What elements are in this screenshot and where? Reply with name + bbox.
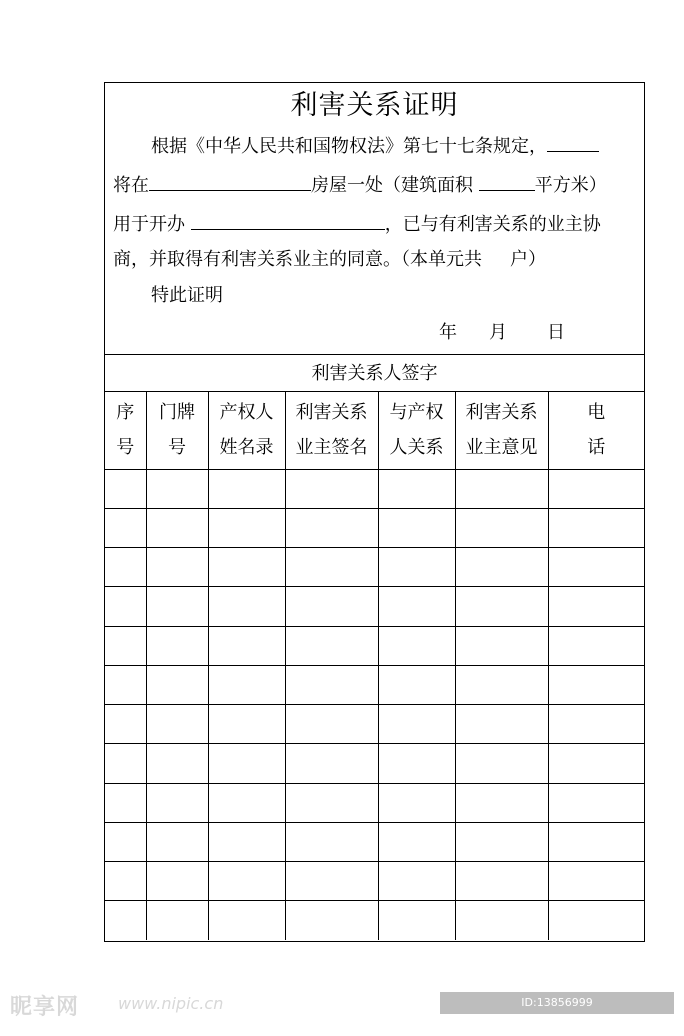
statement-closing: 特此证明	[151, 285, 223, 306]
column-header-relationship: 与产权 人关系	[378, 392, 455, 469]
column-header-serial: 序 号	[105, 392, 146, 469]
column-header-owner-name: 产权人 姓名录	[208, 392, 285, 469]
table-cell[interactable]	[378, 901, 455, 940]
table-cell[interactable]	[146, 783, 208, 822]
table-cell[interactable]	[378, 705, 455, 744]
table-cell[interactable]	[105, 508, 146, 547]
table-row	[105, 626, 644, 665]
table-cell[interactable]	[455, 862, 548, 901]
table-cell[interactable]	[548, 744, 644, 783]
table-cell[interactable]	[285, 626, 378, 665]
date-line	[439, 321, 565, 345]
table-cell[interactable]	[548, 665, 644, 704]
statement-line-2	[113, 172, 607, 198]
date-year-label: 年	[439, 322, 457, 343]
table-cell[interactable]	[208, 705, 285, 744]
table-cell[interactable]	[285, 665, 378, 704]
table-cell[interactable]	[378, 508, 455, 547]
table-cell[interactable]	[378, 587, 455, 626]
table-cell[interactable]	[208, 901, 285, 940]
statement-business-label: 用于开办	[113, 214, 191, 235]
table-cell[interactable]	[105, 469, 146, 508]
table-cell[interactable]	[378, 665, 455, 704]
table-cell[interactable]	[455, 548, 548, 587]
statement-unit-label: 平方米）	[534, 175, 607, 196]
table-cell[interactable]	[455, 822, 548, 861]
table-cell[interactable]	[146, 901, 208, 940]
blank-area[interactable]	[479, 172, 535, 191]
table-cell[interactable]	[105, 626, 146, 665]
table-cell[interactable]	[285, 783, 378, 822]
table-cell[interactable]	[378, 783, 455, 822]
table-row	[105, 705, 644, 744]
table-cell[interactable]	[208, 508, 285, 547]
statement-line-4	[113, 248, 546, 272]
date-month-label: 月	[489, 322, 507, 343]
table-cell[interactable]	[455, 508, 548, 547]
date-day-label: 日	[547, 322, 565, 343]
table-cell[interactable]	[455, 469, 548, 508]
table-cell[interactable]	[285, 744, 378, 783]
table-cell[interactable]	[208, 469, 285, 508]
column-header-signature: 利害关系 业主签名	[285, 392, 378, 469]
table-row	[105, 744, 644, 783]
table-cell[interactable]	[548, 508, 644, 547]
table-cell[interactable]	[285, 587, 378, 626]
table-cell[interactable]	[455, 626, 548, 665]
table-cell[interactable]	[105, 862, 146, 901]
blank-location[interactable]	[149, 172, 311, 191]
table-cell[interactable]	[105, 744, 146, 783]
statement-law-text: 根据《中华人民共和国物权法》第七十七条规定，	[151, 136, 547, 157]
statement-consult-text: ，已与有利害关系的业主协	[384, 214, 601, 235]
table-row	[105, 783, 644, 822]
table-cell[interactable]	[208, 862, 285, 901]
table-row	[105, 587, 644, 626]
table-row	[105, 469, 644, 508]
table-cell[interactable]	[455, 705, 548, 744]
table-cell[interactable]	[208, 587, 285, 626]
table-cell[interactable]	[455, 901, 548, 940]
signature-section-header: 利害关系人签字	[105, 355, 644, 392]
table-row	[105, 862, 644, 901]
table-cell[interactable]	[285, 705, 378, 744]
table-cell[interactable]	[146, 862, 208, 901]
table-cell[interactable]	[146, 705, 208, 744]
table-cell[interactable]	[146, 548, 208, 587]
table-cell[interactable]	[548, 783, 644, 822]
table-row	[105, 822, 644, 861]
statement-line-1	[151, 133, 599, 159]
table-cell[interactable]	[208, 626, 285, 665]
column-header-opinion: 利害关系 业主意见	[455, 392, 548, 469]
table-cell[interactable]	[455, 587, 548, 626]
statement-area-label: 房屋一处（建筑面积	[311, 175, 479, 196]
table-cell[interactable]	[378, 626, 455, 665]
table-cell[interactable]	[548, 901, 644, 940]
blank-owner-name[interactable]	[547, 133, 599, 152]
table-cell[interactable]	[146, 822, 208, 861]
table-cell[interactable]	[285, 901, 378, 940]
table-cell[interactable]	[146, 744, 208, 783]
table-cell[interactable]	[105, 901, 146, 940]
table-row	[105, 901, 644, 940]
table-cell[interactable]	[548, 862, 644, 901]
table-cell[interactable]	[146, 665, 208, 704]
table-cell[interactable]	[455, 665, 548, 704]
certificate-document	[104, 82, 645, 942]
document-title: 利害关系证明	[290, 90, 459, 121]
table-cell[interactable]	[285, 822, 378, 861]
statement-section	[105, 83, 644, 355]
table-cell[interactable]	[208, 665, 285, 704]
table-cell[interactable]	[285, 862, 378, 901]
table-cell[interactable]	[208, 744, 285, 783]
table-cell[interactable]	[378, 469, 455, 508]
watermark-id-badge: ID:13856999 NO:20200509114506764086	[440, 992, 674, 1014]
table-cell[interactable]	[548, 822, 644, 861]
table-cell[interactable]	[105, 705, 146, 744]
watermark-url: www.nipic.cn	[118, 994, 224, 1013]
statement-location-label: 将在	[113, 175, 149, 196]
table-cell[interactable]	[105, 822, 146, 861]
table-cell[interactable]	[455, 744, 548, 783]
table-cell[interactable]	[378, 862, 455, 901]
signature-table	[105, 392, 644, 940]
statement-consent-text: 商，并取得有利害关系业主的同意。（本单元共	[113, 249, 482, 270]
column-header-phone: 电 话	[548, 392, 644, 469]
table-cell[interactable]	[146, 469, 208, 508]
table-cell[interactable]	[105, 783, 146, 822]
table-cell[interactable]	[548, 587, 644, 626]
table-cell[interactable]	[548, 626, 644, 665]
table-cell[interactable]	[378, 548, 455, 587]
table-cell[interactable]	[378, 744, 455, 783]
table-row	[105, 548, 644, 587]
table-cell[interactable]	[146, 587, 208, 626]
table-cell[interactable]	[105, 665, 146, 704]
table-cell[interactable]	[208, 822, 285, 861]
table-cell[interactable]	[548, 705, 644, 744]
watermark-logo: 昵享网	[10, 995, 80, 1020]
table-row	[105, 508, 644, 547]
table-cell[interactable]	[208, 548, 285, 587]
blank-business[interactable]	[191, 211, 385, 230]
table-cell[interactable]	[208, 783, 285, 822]
signature-table-header-row	[105, 392, 644, 469]
table-cell[interactable]	[105, 587, 146, 626]
table-cell[interactable]	[548, 469, 644, 508]
statement-households-suffix: 户）	[510, 249, 546, 270]
table-cell[interactable]	[455, 783, 548, 822]
statement-line-3	[113, 211, 601, 237]
table-cell[interactable]	[146, 626, 208, 665]
table-cell[interactable]	[285, 469, 378, 508]
table-row	[105, 665, 644, 704]
table-cell[interactable]	[146, 508, 208, 547]
table-cell[interactable]	[548, 548, 644, 587]
table-cell[interactable]	[285, 548, 378, 587]
column-header-door-number: 门牌 号	[146, 392, 208, 469]
table-cell[interactable]	[285, 508, 378, 547]
table-cell[interactable]	[378, 822, 455, 861]
table-cell[interactable]	[105, 548, 146, 587]
